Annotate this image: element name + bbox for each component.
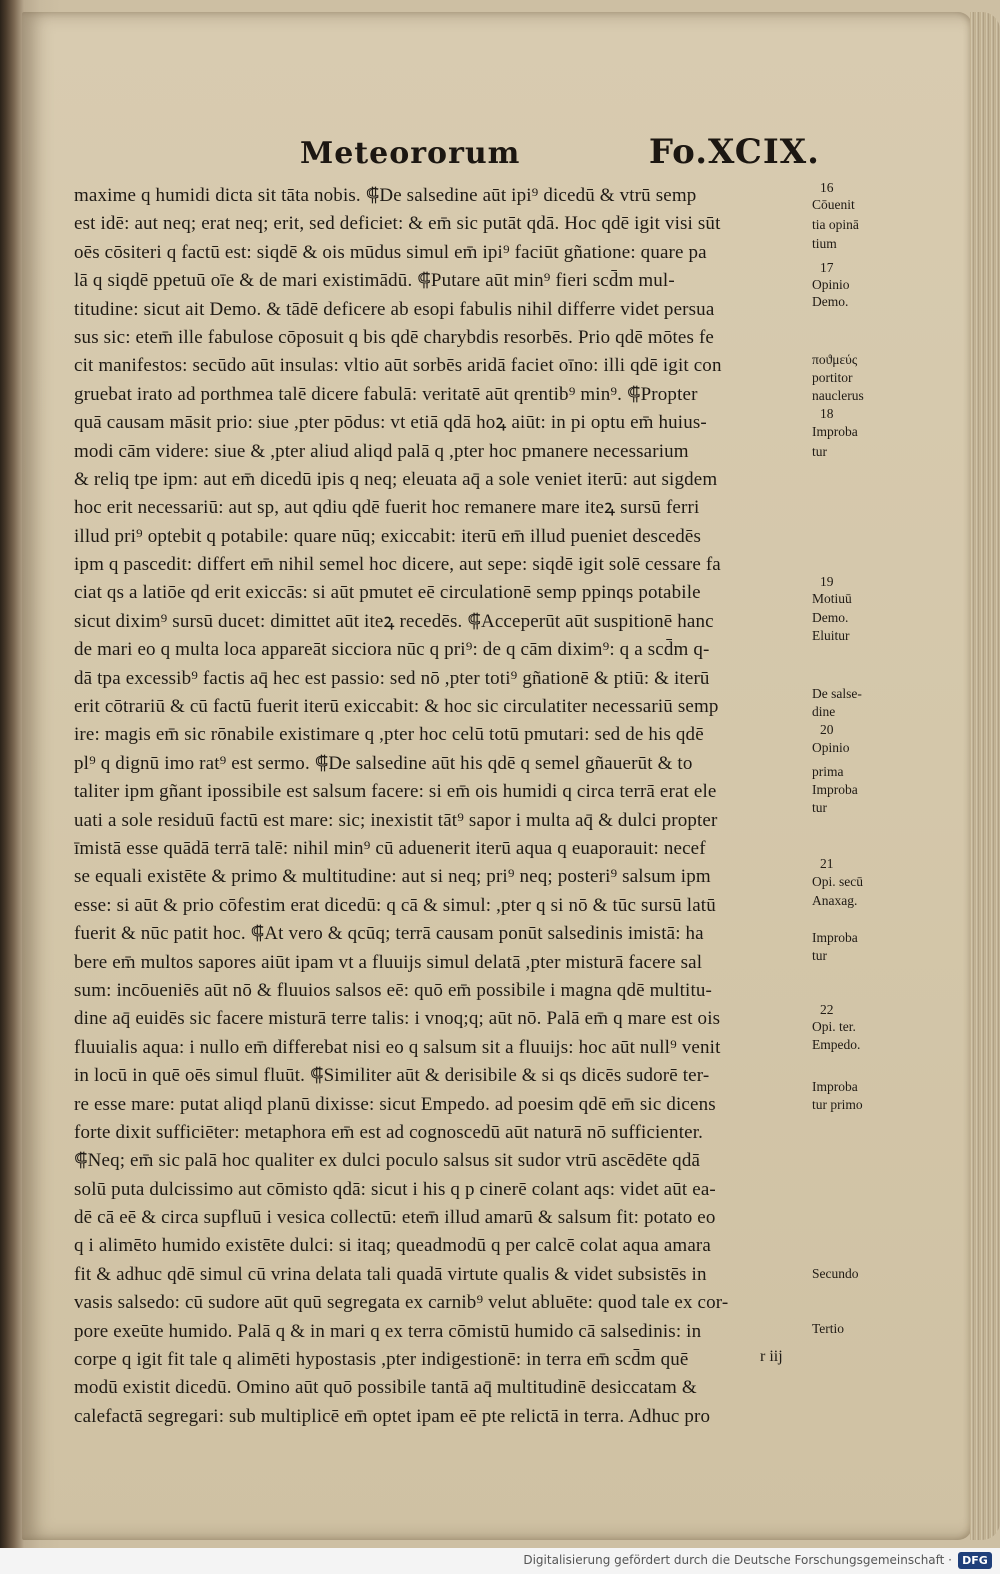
text-line: ciat qs a latiōe qd erit exiccās: si aūt pmutet eē circulationē semp ppinqs potabile (74, 582, 701, 604)
text-line: corpe q igit fit tale q alimēti hypostasis ,pter indigestionē: in terra em̄ scd̄m quē (74, 1349, 689, 1371)
marginal-note: tur primo (812, 1097, 863, 1112)
text-line: de mari eo q multa loca appareāt sicciora nūc q pri⁹: de q cām dixim⁹: q a scd̄m q- (74, 639, 710, 661)
text-line: sus sic: etem̄ ille fabulose cōposuit q bis qdē charybdis resorbēs. Prio qdē mōtes fe (74, 326, 714, 348)
text-line: & reliq tpe ipm: aut em̄ dicedū ipis q neq; eleuata aq̄ a sole veniet iterū: aut sigdem (74, 468, 718, 490)
marginal-note: Opinio (812, 277, 850, 292)
text-line: ipm q pascedit: differt em̄ nihil semel hoc dicere, aut sepe: siqdē igit solē cessare fa (74, 554, 721, 576)
marginal-note: portitor (812, 370, 853, 385)
text-line: taliter ipm gñant ipossibile est salsum facere: si em̄ ois humidi q circa terrā erat ele (74, 781, 717, 803)
text-line: bere em̄ multos sapores aiūt ipam vt a fluuijs simul delatā ,pter misturā facere sal (74, 951, 703, 973)
marginal-note: Demo. (812, 610, 849, 625)
text-line: fuerit & nūc patit hoc. ⸿At vero & qcūq; terrā causam ponūt salsedinis imistā: ha (74, 923, 704, 945)
marginal-note: Eluitur (812, 628, 850, 643)
running-head (300, 132, 820, 180)
marginal-note: Improba (812, 930, 858, 945)
text-line: solū puta dulcissimo aut cōmisto qdā: sicut i his q p cinerē colant aqs: videt aūt ea- (74, 1178, 716, 1200)
marginal-note: 18 (820, 406, 834, 421)
marginal-note: tium (812, 236, 837, 251)
marginal-note: De salse- (812, 686, 862, 701)
marginal-note: 17 (820, 260, 834, 275)
marginal-note: ποϑμεύς (812, 352, 858, 367)
text-line: dine aq̄ euidēs sic facere misturā terre talis: i vnoq;q; aūt nō. Palā em̄ q mare est ois (74, 1008, 721, 1030)
marginal-note: 21 (820, 856, 834, 871)
body-text (74, 182, 819, 1431)
text-line: gruebat irato ad porthmea talē dicere fabulā: veritatē aūt qrentib⁹ min⁹. ⸿Propter (74, 383, 698, 405)
text-line: īmistā esse quādā terrā talē: nihil min⁹ cū aduenerit iterū aqua q euaporauit: necef (74, 837, 706, 859)
footer-bar (0, 1548, 1000, 1574)
marginal-note: Anaxag. (812, 893, 858, 908)
marginal-note: nauclerus (812, 388, 864, 403)
marginal-note: tur (812, 444, 827, 459)
marginal-note: tur (812, 800, 827, 815)
marginal-note: Cōuenit (812, 197, 855, 212)
text-line: dē cā eē & circa supfluū i vesica collectū: etem̄ illud amarū & salsum fit: potato eo (74, 1207, 716, 1229)
text-line: hoc erit necessariū: aut sp, aut qdiu qdē fuerit hoc remanere mare iteꝝ sursū ferri (74, 497, 700, 519)
text-line: forte dixit sufficiēter: metaphora em̄ est ad cognoscedū aūt naturā nō sufficienter. (74, 1121, 704, 1143)
signature-mark: r iij (760, 1348, 783, 1365)
dfg-logo: DFG (958, 1552, 992, 1569)
marginal-note: 16 (820, 180, 834, 195)
marginal-note: prima (812, 764, 844, 779)
marginal-note: Opinio (812, 740, 850, 755)
marginal-note: Opi. ter. (812, 1019, 856, 1034)
text-line: ire: magis em̄ sic rōnabile existimare q ,pter hoc celū totū pmutari: sed de his qdē (74, 724, 704, 746)
text-line: se equali existēte & primo & multitudine: aut si neq; pri⁹ neq; posteri⁹ salsum ipm (74, 866, 711, 888)
text-line: pl⁹ q dignū imo rat⁹ est sermo. ⸿De salsedine aūt his qdē q semel gñauerūt & to (74, 752, 693, 774)
marginal-note: Secundo (812, 1266, 859, 1281)
page-edge (970, 12, 1000, 1540)
text-line: modū existit dicedū. Omino aūt quō possibile tantā aq̄ multitudinē desiccatam & (74, 1377, 697, 1399)
text-line: erit cōtrariū & cū factū fuerit iterū exiccabit: & hoc sic circulatiter necessariū semp (74, 696, 719, 718)
text-line: q i alimēto humido existēte dulci: si itaq; queadmodū q per calcē colat aqua amara (74, 1235, 711, 1257)
marginal-note: 22 (820, 1002, 834, 1017)
text-line: sum: incōueniēs aūt nō & fluuios salsos eē: quō em̄ possibile i magna qdē multitu- (74, 979, 713, 1001)
marginal-note: 20 (820, 722, 834, 737)
text-line: ⸿Neq; em̄ sic palā hoc qualiter ex dulci poculo salsus sit sudor vtrū ascēdēte qdā (74, 1150, 701, 1172)
running-title: Meteororum (300, 136, 521, 171)
text-line: est idē: aut neq; erat neq; erit, sed deficiet: & em̄ sic putāt qdā. Hoc qdē igit visi sūt (74, 213, 721, 235)
text-line: sicut dixim⁹ sursū ducet: dimittet aūt iteꝝ recedēs. ⸿Acceperūt aūt suspitionē hanc (74, 610, 714, 632)
marginal-note: Improba (812, 424, 858, 439)
marginal-note: Improba (812, 782, 858, 797)
text-line: calefactā segregari: sub multiplicē em̄ optet ipam eē pte relictā in terra. Adhuc pro (74, 1405, 711, 1427)
text-line: titudine: sicut ait Demo. & tādē deficere ab esopi fabulis nihil differre videt persua (74, 298, 715, 320)
marginal-note: Opi. secū (812, 874, 863, 889)
text-line: lā q siqdē ppetuū oīe & de mari existimādū. ⸿Putare aūt min⁹ fieri scd̄m mul- (74, 270, 675, 292)
marginal-note: Motiuū (812, 591, 852, 606)
marginal-note: Tertio (812, 1321, 845, 1336)
text-line: fit & adhuc qdē simul cū vrina delata tali quadā virtute qualis & videt subsistēs in (74, 1263, 707, 1285)
text-line: quā causam māsit prio: siue ,pter pōdus: vt etiā qdā hoꝝ aiūt: in pi optu em̄ huius- (74, 412, 707, 434)
text-line: dā tpa excessib⁹ factis aq̄ hec est passio: sed nō ,pter toti⁹ gñationē & ptiū: & iterū (74, 667, 710, 689)
text-line: uati a sole residuū factū est mare: sic; inexistit tāt⁹ sapor i multa aq̄ & dulci propter (74, 809, 718, 831)
marginal-note: Improba (812, 1079, 858, 1094)
marginal-note: Empedo. (812, 1037, 861, 1052)
text-line: esse: si aūt & prio cōfestim erat dicedū: q cā & simul: ,pter q si nō & tūc sursū latū (74, 894, 716, 916)
marginal-note: tur (812, 948, 827, 963)
marginal-note: tia opinā (812, 217, 859, 232)
text-line: illud pri⁹ optebit q potabile: quare nūq; exiccabit: iterū em̄ illud pueniet descedēs (74, 525, 702, 547)
marginalia (812, 0, 892, 1548)
marginal-note: dine (812, 704, 836, 719)
text-line: maxime q humidi dicta sit tāta nobis. ⸿De salsedine aūt ipi⁹ dicedū & vtrū semp (74, 185, 697, 206)
text-line: modi cām videre: siue & ,pter aliud aliqd palā q ,pter hoc pmanere necessarium (74, 440, 689, 462)
text-line: pore exeūte humido. Palā q & in mari q ex terra cōmistū humido cā salsedinis: in (74, 1320, 702, 1342)
folio-number: Fo.XCIX. (648, 132, 820, 172)
marginal-note: Demo. (812, 294, 849, 309)
text-line: oēs cōsiteri q factū est: siqdē & ois mūdus simul em̄ ipi⁹ faciūt gñatione: quare pa (74, 241, 707, 263)
marginal-note: 19 (820, 574, 834, 589)
text-line: re esse mare: putat aliqd planū dixisse: sicut Empedo. ad poesim qdē em̄ sic dicens (74, 1093, 716, 1115)
footer-credit: Digitalisierung gefördert durch die Deutsche Forschungsgemeinschaft · (523, 1553, 952, 1567)
text-line: vasis salsedo: cū sudore aūt quū segregata ex carnib⁹ velut abluēte: quod tale ex cor- (74, 1292, 729, 1314)
text-line: fluuialis aqua: i nullo em̄ differebat nisi eo q salsum sit a fluuijs: hoc aūt null⁹ venit (74, 1036, 721, 1058)
text-line: in locū in quē oēs simul fluūt. ⸿Similiter aūt & derisibile & si qs dicēs sudorē ter- (74, 1065, 710, 1087)
text-line: cit manifestos: secūdo aūt insulas: vltio aūt sorbēs aridā faciet oīno: illi qdē igit con (74, 355, 722, 377)
